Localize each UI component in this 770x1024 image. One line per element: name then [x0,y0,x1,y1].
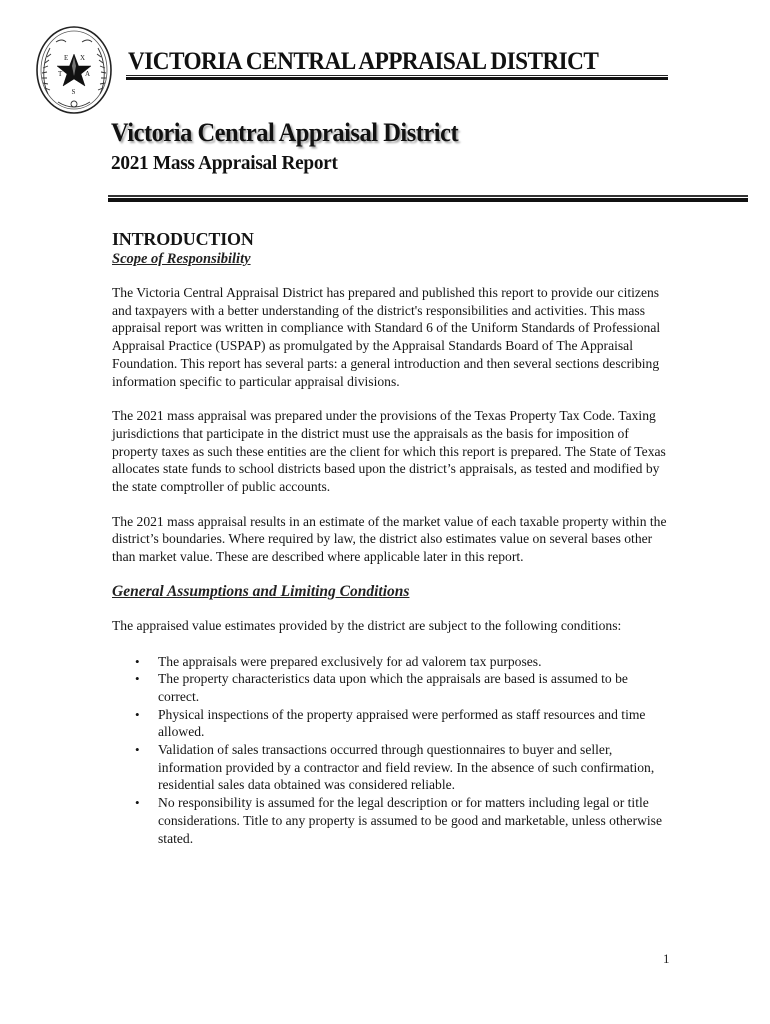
svg-text:A: A [85,70,91,78]
spacer [112,268,672,284]
condition-text: No responsibility is assumed for the legal description or for matters including legal or title considerations. Title to any property is assumed to be good and marketable, unless otherwise stated. [158,795,663,846]
spacer [112,635,672,653]
conditions-list [112,653,672,848]
document-body [112,228,672,847]
paragraph-scope-1: The Victoria Central Appraisal District has prepared and published this report to provide our citizens and taxpayers with a better understanding of the district's responsibilities and activities. This mass appraisal report was written in compliance with Standard 6 of the Uniform Standards of Professional Appraisal Practice (USPAP) as promulgated by the Appraisal Standards Board of The Appraisal Foundation. This report has several parts: a general introduction and then several sections describing information specific to particular appraisal divisions. [112,285,661,389]
list-item-condition [112,794,672,847]
letterhead-rule-thick [126,77,668,80]
spacer [112,390,672,407]
spacer [112,496,672,513]
condition-text: The appraisals were prepared exclusively for ad valorem tax purposes. [158,653,542,669]
letterhead-rule [126,75,668,76]
subsection-heading-assumptions: General Assumptions and Limiting Conditions [112,582,410,600]
condition-text: Physical inspections of the property appraised were performed as staff resources and time allowed. [158,706,646,740]
title-separator-thick [108,198,748,202]
texas-state-seal-icon [34,24,114,116]
list-item-condition [112,741,672,794]
section-heading-introduction: INTRODUCTION [112,229,254,249]
bullet-icon: • [135,653,140,669]
list-item-condition [112,653,672,671]
svg-text:S: S [71,88,76,96]
paragraph-assumptions-intro: The appraised value estimates provided by the district are subject to the following conditions: [112,617,622,633]
spacer [112,566,672,582]
list-item-condition [112,706,672,741]
bullet-icon: • [135,671,140,687]
bullet-icon: • [135,795,140,811]
title-separator [108,195,748,197]
paragraph-scope-2: The 2021 mass appraisal was prepared under the provisions of the Texas Property Tax Code. Taxing jurisdictions that participate in the district must use the appraisals as the basis for imposition of property taxes as such these entities are the client for which this report is prepared. The State of Texas allocates state funds to school districts based upon the district’s appraisals, as tested and modified by the state comptroller of public accounts. [112,408,666,495]
document-subtitle: 2021 Mass Appraisal Report [111,152,338,174]
page-number: 1 [663,951,670,966]
bullet-icon: • [135,706,140,722]
condition-text: Validation of sales transactions occurred through questionnaires to buyer and seller, information provided by a contractor and field review. In the absence of such confirmation, residential sales data obtained was considered reliable. [158,742,655,793]
subsection-heading-scope: Scope of Responsibility [112,251,251,267]
bullet-icon: • [135,742,140,758]
paragraph-scope-3: The 2021 mass appraisal results in an estimate of the market value of each taxable property within the district’s boundaries. Where required by law, the district also estimates value on several bases other than market value. These are described where applicable later in this report. [112,513,667,565]
letterhead-organization-name: VICTORIA CENTRAL APPRAISAL DISTRICT [128,48,599,75]
svg-text:X: X [80,54,86,62]
spacer [112,602,672,617]
condition-text: The property characteristics data upon which the appraisals are based is assumed to be correct. [158,671,628,704]
list-item-condition [112,670,672,705]
document-title: Victoria Central Appraisal District [111,118,459,147]
svg-text:T: T [58,70,63,78]
svg-text:E: E [64,54,69,62]
